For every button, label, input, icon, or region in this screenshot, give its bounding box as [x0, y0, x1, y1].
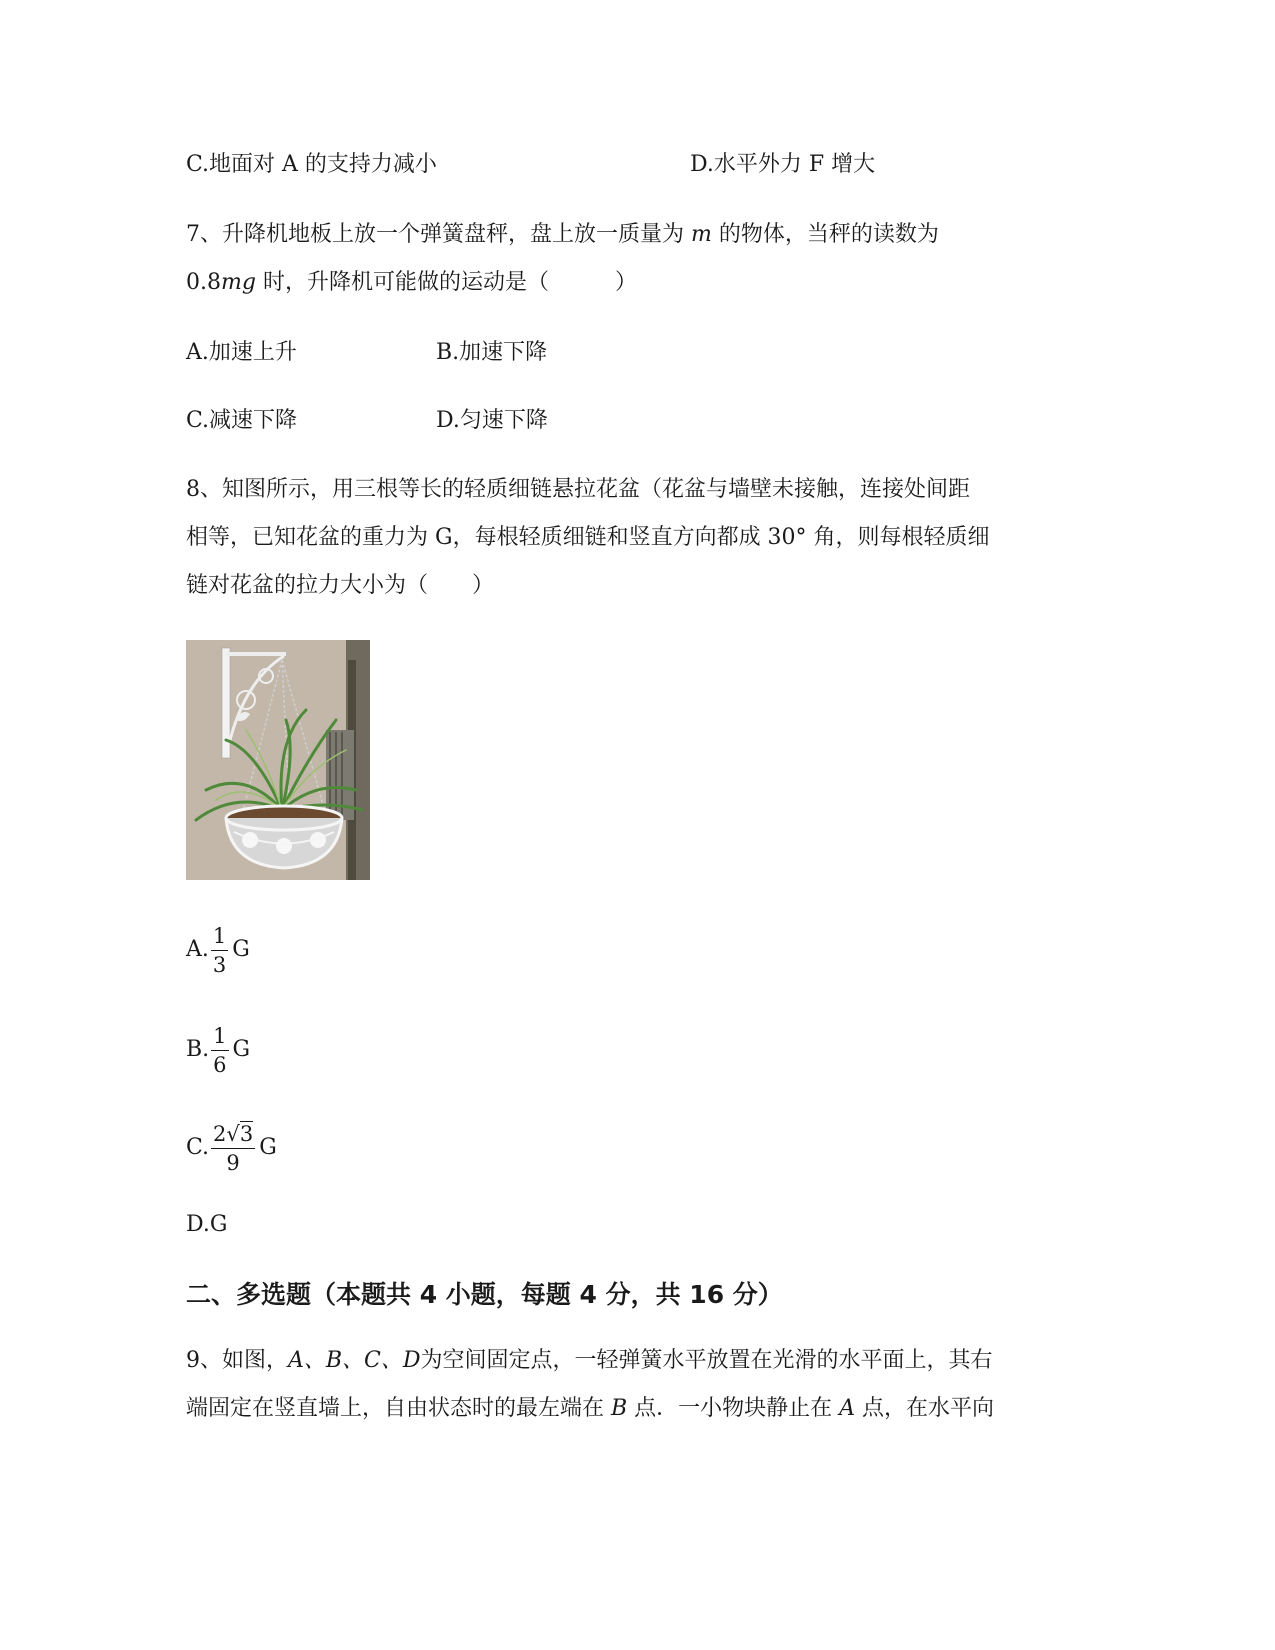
numerator-coefficient: 2 — [213, 1121, 227, 1146]
q7-reading-variable: mg — [221, 270, 256, 295]
option-b-suffix: G — [232, 1037, 251, 1062]
q9-point-a: A — [839, 1396, 856, 1421]
fraction-numerator: 1 — [213, 1023, 227, 1048]
q7-option-b: B.加速下降 — [436, 340, 548, 365]
option-a-prefix: A. — [186, 937, 209, 962]
q7-stem-text: 7、升降机地板上放一个弹簧盘秤，盘上放一质量为 — [186, 222, 691, 247]
q9-point-b: B — [611, 1396, 628, 1421]
q9-stem-text-4: 点．一小物块静止在 — [627, 1396, 840, 1421]
fraction-one-sixth — [211, 1022, 228, 1079]
q7-mass-variable: m — [691, 222, 712, 247]
option-b-prefix: B. — [186, 1037, 210, 1062]
q9-stem-text-3: 端固定在竖直墙上，自由状态时的最左端在 — [186, 1396, 611, 1421]
q7-stem-line1 — [186, 220, 939, 250]
q8-stem-line2: 相等，已知花盆的重力为 G，每根轻质细链和竖直方向都成 30° 角，则每根轻质细 — [186, 525, 990, 550]
q8-option-a — [186, 920, 250, 980]
q8-stem-line1: 8、知图所示，用三根等长的轻质细链悬拉花盆（花盆与墙壁未接触，连接处间距 — [186, 477, 970, 502]
q7-stem-line2 — [186, 268, 637, 298]
fraction-numerator: 1 — [212, 923, 227, 948]
fraction-denominator: 3 — [212, 952, 227, 977]
q7-stem-text-3: 时，升降机可能做的运动是（ ） — [255, 270, 637, 295]
q7-option-d: D.匀速下降 — [436, 408, 548, 433]
fraction-denominator: 9 — [226, 1150, 240, 1175]
q7-reading-number: 0.8 — [186, 270, 221, 295]
q6-option-c: C.地面对 A 的支持力减小 — [186, 152, 437, 177]
q9-stem-text-2: 为空间固定点，一轻弹簧水平放置在光滑的水平面上，其右 — [420, 1348, 993, 1373]
hanging-flower-pot-photo — [186, 640, 370, 880]
q7-stem-text-2: 的物体，当秤的读数为 — [711, 222, 939, 247]
q8-option-b — [186, 1020, 250, 1080]
fraction-two-root-three-ninths — [211, 1120, 255, 1177]
section-heading: 二、多选题（本题共 4 小题，每题 4 分，共 16 分） — [186, 1280, 783, 1309]
q8-option-d: D.G — [186, 1212, 228, 1237]
q9-stem-line1 — [186, 1346, 993, 1376]
fraction-numerator — [211, 1120, 255, 1148]
option-c-suffix: G — [259, 1135, 277, 1160]
option-a-suffix: G — [232, 937, 250, 962]
sqrt-sign-icon: √ — [226, 1121, 240, 1146]
q9-point-variables: A、B、C、D — [288, 1348, 421, 1373]
radicand: 3 — [239, 1121, 254, 1146]
q6-option-d: D.水平外力 F 增大 — [690, 152, 876, 177]
option-c-prefix: C. — [186, 1135, 210, 1160]
q9-stem-text-5: 点，在水平向 — [855, 1396, 995, 1421]
q7-option-a: A.加速上升 — [186, 340, 297, 365]
q9-stem-text: 9、如图， — [186, 1348, 288, 1373]
fraction-denominator: 6 — [213, 1052, 227, 1077]
q8-stem-line3: 链对花盆的拉力大小为（ ） — [186, 573, 495, 598]
q8-option-c — [186, 1118, 277, 1178]
q7-option-c: C.减速下降 — [186, 408, 298, 433]
q9-stem-line2 — [186, 1394, 994, 1424]
fraction-one-third — [211, 922, 228, 979]
